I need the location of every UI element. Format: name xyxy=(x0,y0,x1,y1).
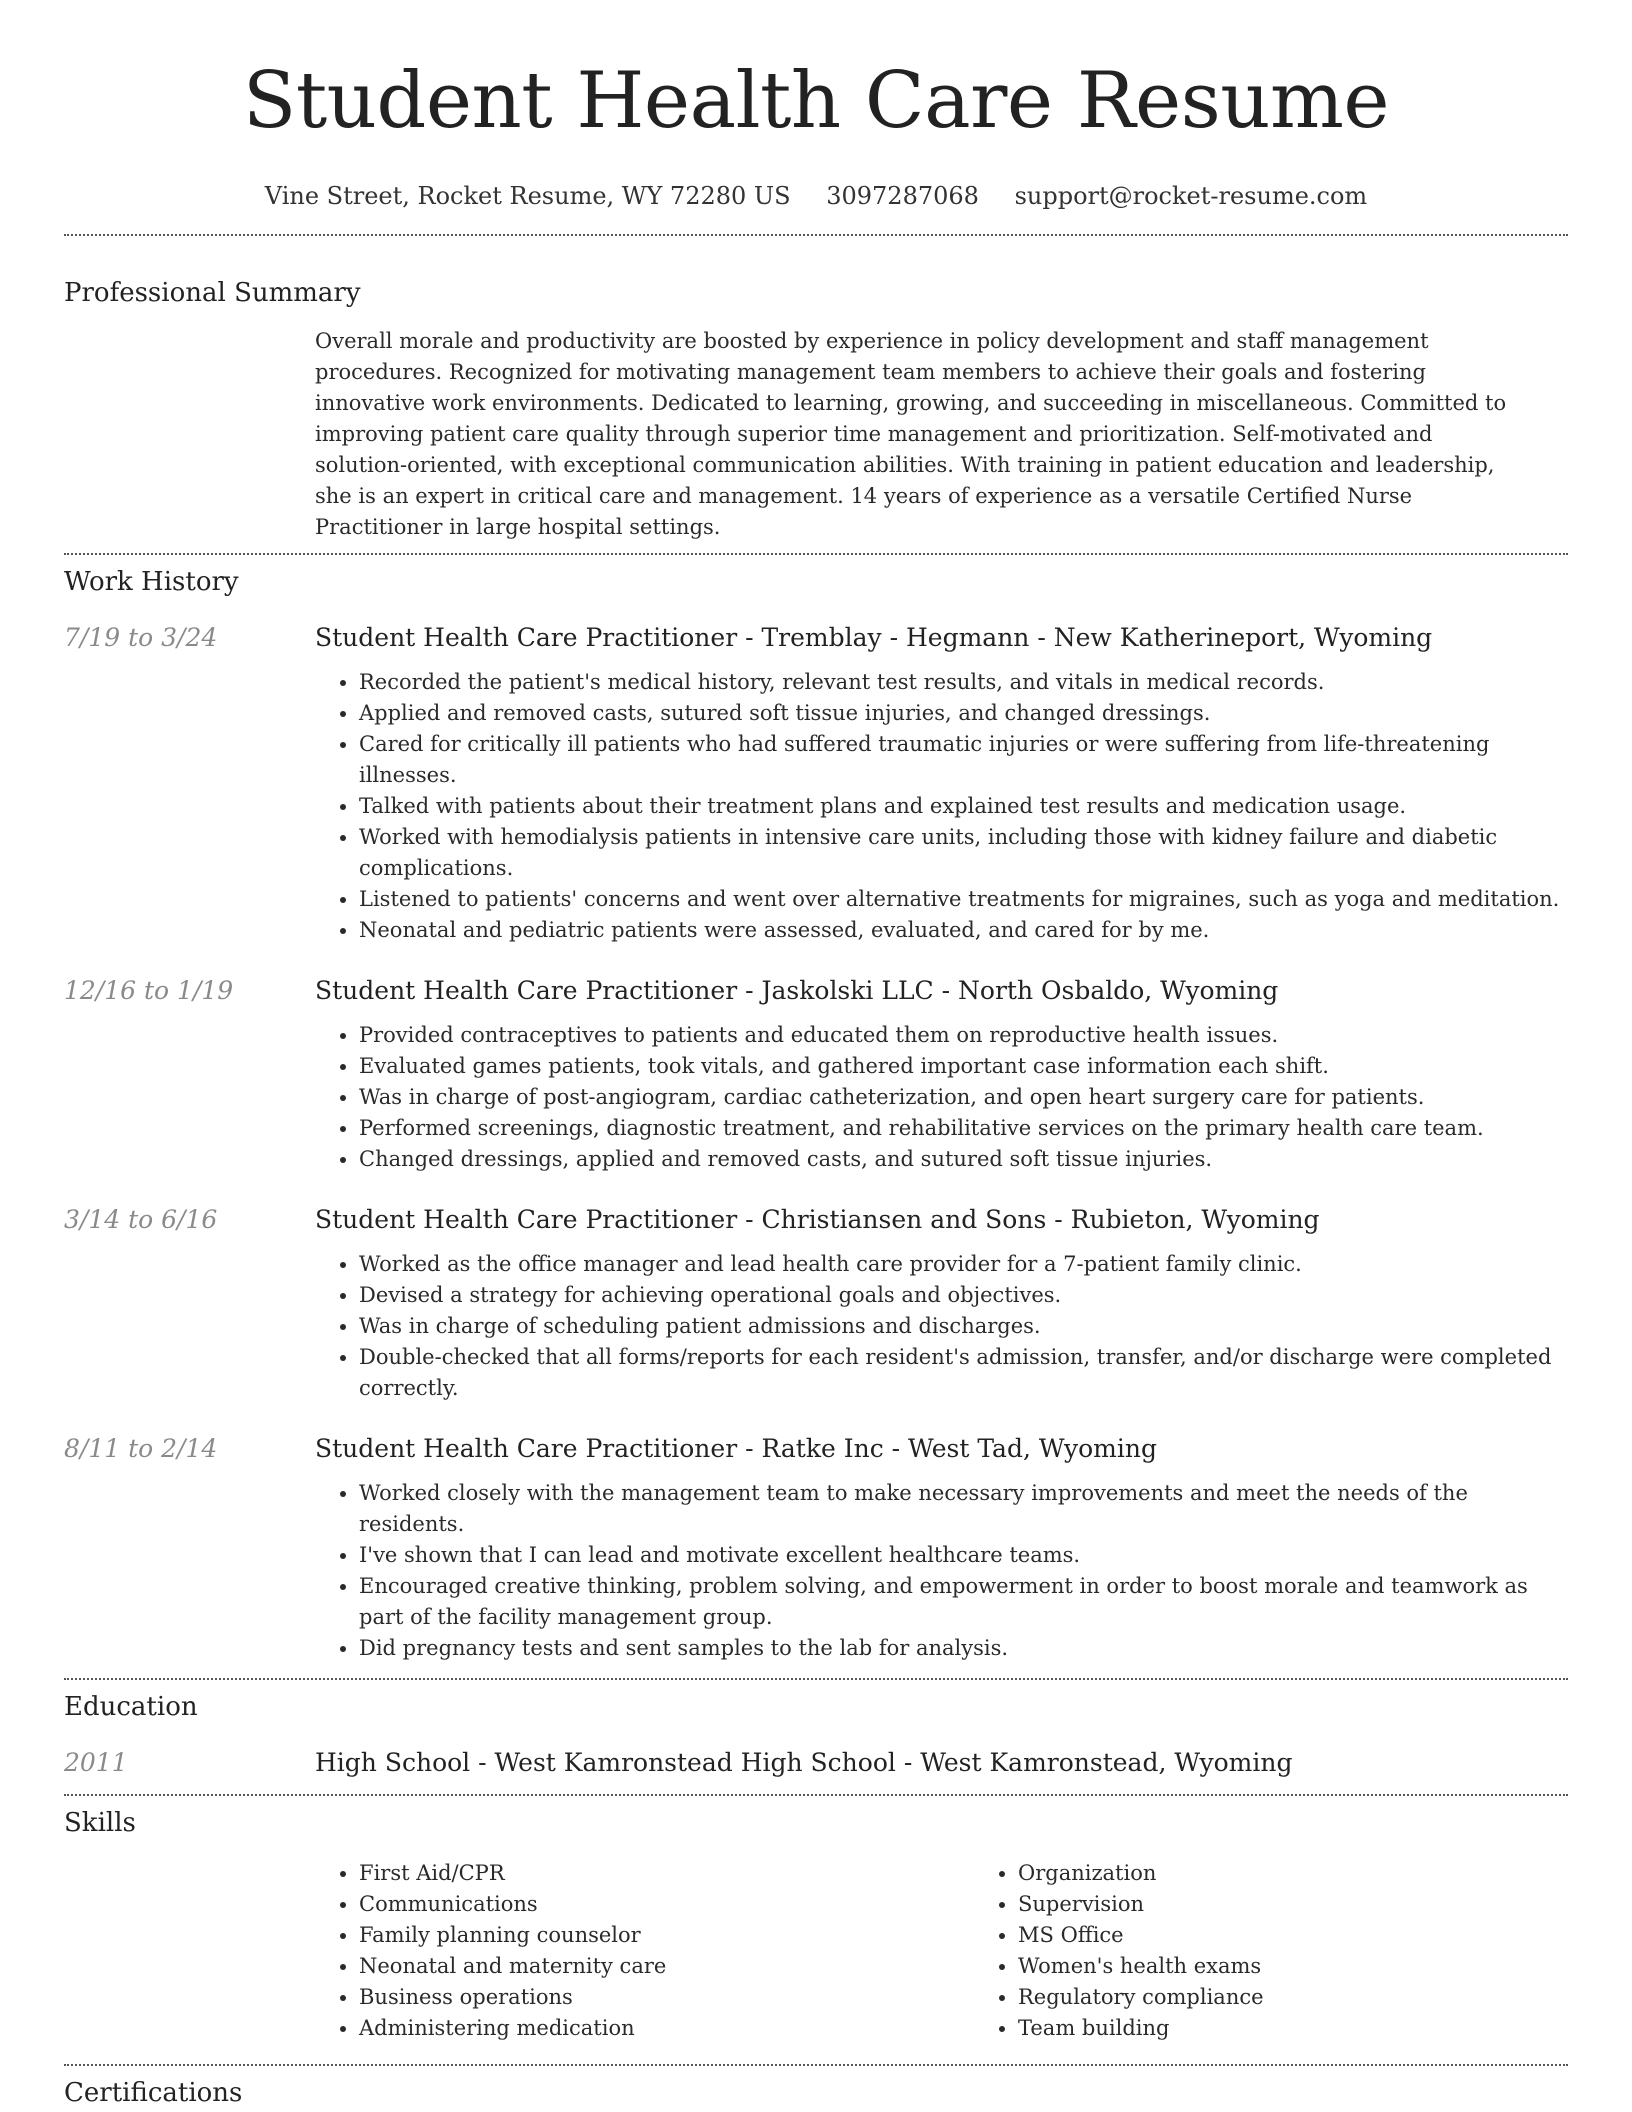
job-bullets xyxy=(315,1249,1568,1404)
job-dates: 12/16 to 1/19 xyxy=(64,976,234,1005)
list-item: • Neonatal and maternity care xyxy=(359,1951,974,1982)
contact-address: Vine Street, Rocket Resume, WY 72280 US xyxy=(264,182,791,210)
job-entry xyxy=(64,1203,1568,1404)
work-heading: Work History xyxy=(64,567,239,597)
list-item: • Changed dressings, applied and removed casts, and sutured soft tissue injuries. xyxy=(359,1144,1568,1175)
job-bullets xyxy=(315,1478,1568,1664)
summary-heading: Professional Summary xyxy=(64,278,361,308)
summary-row xyxy=(64,326,1568,543)
contact-email[interactable]: support@rocket-resume.com xyxy=(1014,182,1368,210)
list-item: • Regulatory compliance xyxy=(1018,1982,1632,2013)
job-title: Student Health Care Practitioner - Christiansen and Sons - Rubieton, Wyoming xyxy=(315,1205,1320,1234)
list-item: • MS Office xyxy=(1018,1920,1632,1951)
education-title: High School - West Kamronstead High School - West Kamronstead, Wyoming xyxy=(315,1748,1293,1777)
list-item: • Recorded the patient's medical history, relevant test results, and vitals in medical records. xyxy=(359,667,1568,698)
list-item: • Worked with hemodialysis patients in intensive care units, including those with kidney failure and diabetic complications. xyxy=(359,822,1568,884)
contact-phone: 3097287068 xyxy=(826,182,979,210)
job-details xyxy=(315,621,1568,946)
list-item: • Business operations xyxy=(359,1982,974,2013)
list-item: • Team building xyxy=(1018,2013,1632,2044)
list-item: • I've shown that I can lead and motivate excellent healthcare teams. xyxy=(359,1540,1568,1571)
job-dates: 3/14 to 6/16 xyxy=(64,1205,218,1234)
job-title: Student Health Care Practitioner - Ratke Inc - West Tad, Wyoming xyxy=(315,1434,1157,1463)
list-item: • Performed screenings, diagnostic treatment, and rehabilitative services on the primary health care team. xyxy=(359,1113,1568,1144)
summary-text: Overall morale and productivity are boosted by experience in policy development and staff management procedures. Recognized for motivating management team members to achieve their goals and fostering innovative work environments. Dedicated to learning, growing, and succeeding in miscellaneous. Committed to improving patient care quality through superior time management and prioritization. Self-motivated and solution-oriented, with exceptional communication abilities. With training in patient education and leadership, she is an expert in critical care and management. 14 years of experience as a versatile Certified Nurse Practitioner in large hospital settings. xyxy=(315,329,1507,539)
resume-page xyxy=(64,0,1568,2110)
job-title: Student Health Care Practitioner - Jaskolski LLC - North Osbaldo, Wyoming xyxy=(315,976,1279,1005)
list-item: • Evaluated games patients, took vitals, and gathered important case information each shift. xyxy=(359,1051,1568,1082)
list-item: • Administering medication xyxy=(359,2013,974,2044)
job-details xyxy=(315,1432,1568,1664)
skills-heading: Skills xyxy=(64,1808,136,1838)
list-item: • Family planning counselor xyxy=(359,1920,974,1951)
job-bullets xyxy=(315,1020,1568,1175)
job-entry xyxy=(64,1432,1568,1664)
job-title: Student Health Care Practitioner - Tremblay - Hegmann - New Katherineport, Wyoming xyxy=(315,623,1433,652)
list-item: • Provided contraceptives to patients and educated them on reproductive health issues. xyxy=(359,1020,1568,1051)
list-item: • Was in charge of post-angiogram, cardiac catheterization, and open heart surgery care for patients. xyxy=(359,1082,1568,1113)
job-details xyxy=(315,1203,1568,1404)
list-item: • Worked closely with the management team to make necessary improvements and meet the needs of the residents. xyxy=(359,1478,1568,1540)
education-divider xyxy=(64,1794,1568,1796)
list-item: • Organization xyxy=(1018,1858,1632,1889)
contact-line xyxy=(64,182,1568,212)
list-item: • First Aid/CPR xyxy=(359,1858,974,1889)
resume-title: Student Health Care Resume xyxy=(242,56,1390,146)
list-item: • Devised a strategy for achieving operational goals and objectives. xyxy=(359,1280,1568,1311)
skills-list-left xyxy=(315,1858,974,2044)
job-bullets xyxy=(315,667,1568,946)
work-divider xyxy=(64,1678,1568,1680)
job-entry xyxy=(64,621,1568,946)
list-item: • Did pregnancy tests and sent samples to the lab for analysis. xyxy=(359,1633,1568,1664)
list-item: • Talked with patients about their treatment plans and explained test results and medication usage. xyxy=(359,791,1568,822)
job-details xyxy=(315,974,1568,1175)
list-item: • Women's health exams xyxy=(1018,1951,1632,1982)
header-divider xyxy=(64,234,1568,236)
skills-spacer xyxy=(64,1858,315,2044)
skills-divider xyxy=(64,2064,1568,2066)
list-item: • Neonatal and pediatric patients were assessed, evaluated, and cared for by me. xyxy=(359,915,1568,946)
summary-divider xyxy=(64,553,1568,555)
list-item: • Worked as the office manager and lead health care provider for a 7-patient family clinic. xyxy=(359,1249,1568,1280)
job-dates: 8/11 to 2/14 xyxy=(64,1434,218,1463)
list-item: • Communications xyxy=(359,1889,974,1920)
list-item: • Was in charge of scheduling patient admissions and discharges. xyxy=(359,1311,1568,1342)
job-entry xyxy=(64,974,1568,1175)
list-item: • Cared for critically ill patients who had suffered traumatic injuries or were suffering from life-threatening illnesses. xyxy=(359,729,1568,791)
education-date: 2011 xyxy=(64,1748,128,1777)
list-item: • Applied and removed casts, sutured soft tissue injuries, and changed dressings. xyxy=(359,698,1568,729)
list-item: • Encouraged creative thinking, problem solving, and empowerment in order to boost morale and teamwork as part of the facility management group. xyxy=(359,1571,1568,1633)
list-item: • Listened to patients' concerns and went over alternative treatments for migraines, such as yoga and meditation. xyxy=(359,884,1568,915)
education-heading: Education xyxy=(64,1692,198,1722)
certifications-heading: Certifications xyxy=(64,2078,243,2108)
skills-row xyxy=(64,1858,1568,2044)
summary-spacer xyxy=(64,326,315,543)
job-dates: 7/19 to 3/24 xyxy=(64,623,218,652)
skills-list-right xyxy=(974,1858,1632,2044)
skills-lists xyxy=(315,1858,1632,2044)
education-entry xyxy=(64,1746,1568,1780)
list-item: • Double-checked that all forms/reports for each resident's admission, transfer, and/or discharge were completed correctly. xyxy=(359,1342,1568,1404)
list-item: • Supervision xyxy=(1018,1889,1632,1920)
